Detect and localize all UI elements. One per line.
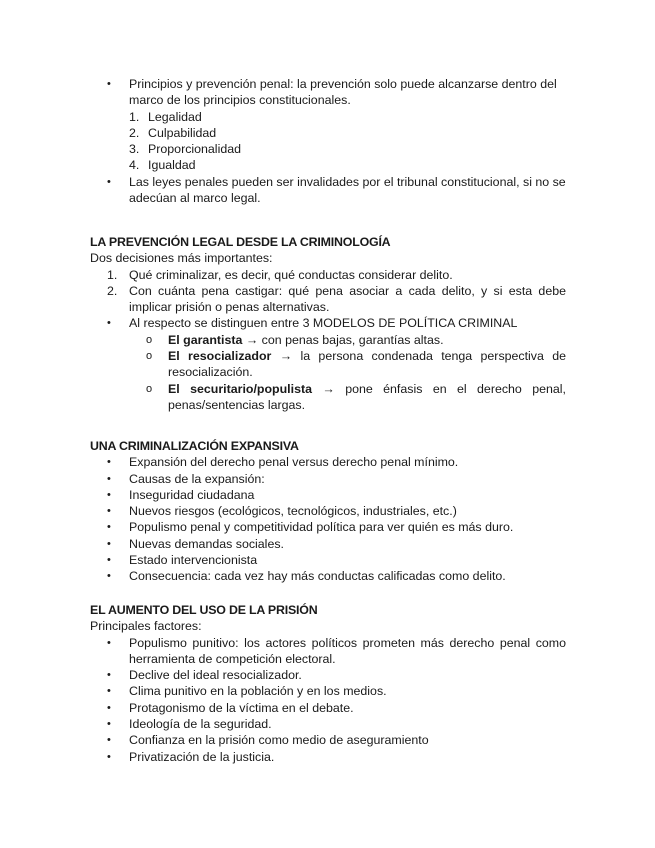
models-list <box>90 315 566 331</box>
sub-item <box>129 141 566 157</box>
list-item <box>90 536 566 552</box>
list-item-text: Ideología de la seguridad. <box>129 717 272 732</box>
list-item-text: Privatización de la justicia. <box>129 749 275 764</box>
model-name: El garantista <box>168 332 243 347</box>
model-desc: pone énfasis en el derecho penal, penas/sentencias largas. <box>168 381 566 412</box>
bullet-icon: • <box>107 701 111 714</box>
bullet-icon: • <box>107 488 111 501</box>
bullet-icon: • <box>107 636 111 649</box>
bullet-icon: • <box>107 734 111 747</box>
numbered-item <box>90 267 566 283</box>
bullet-icon: • <box>107 78 111 90</box>
list-item-text: Declive del ideal resocializador. <box>129 668 302 683</box>
list-item <box>90 716 566 732</box>
bullet-icon: • <box>107 554 111 567</box>
section-prison-use <box>90 602 566 765</box>
list-item <box>90 519 566 535</box>
section-intro: Principales factores: <box>90 619 202 634</box>
bullet-icon: • <box>107 317 111 330</box>
circle-bullet-icon: o <box>146 350 153 363</box>
section-principles <box>90 76 566 206</box>
arrow-right-icon: → <box>279 349 293 364</box>
list-item <box>90 568 566 584</box>
list-item <box>90 749 566 765</box>
bullet-icon: • <box>107 537 111 550</box>
list-item-text: Expansión del derecho penal versus derecho penal mínimo. <box>129 455 459 470</box>
list-item-text: Consecuencia: cada vez hay más conductas calificadas como delito. <box>129 569 506 584</box>
section-legal-prevention <box>90 234 566 413</box>
section-heading: EL AUMENTO DEL USO DE LA PRISIÓN <box>90 603 318 617</box>
sub-item-text: Culpabilidad <box>148 125 217 140</box>
arrow-right-icon: → <box>322 381 335 396</box>
factors-list <box>90 635 566 765</box>
list-item-text: Inseguridad ciudadana <box>129 487 255 502</box>
list-item-text: Populismo penal y competitividad política para ver quién es más duro. <box>129 520 514 535</box>
list-item <box>90 635 566 668</box>
section-heading: LA PREVENCIÓN LEGAL DESDE LA CRIMINOLOGÍA <box>90 235 391 249</box>
list-item-text: Populismo punitivo: los actores políticos prometen más derecho penal como herramienta de competición electoral. <box>129 635 566 666</box>
numbered-item <box>90 283 566 316</box>
item-number: 4. <box>129 158 140 173</box>
model-desc: la persona condenada tenga perspectiva de resocialización. <box>168 349 567 380</box>
numbered-item-text: Qué criminalizar, es decir, qué conductas considerar delito. <box>129 267 453 282</box>
item-number: 2. <box>107 283 118 298</box>
bullet-icon: • <box>107 521 111 534</box>
list-item <box>90 700 566 716</box>
model-name: El resocializador <box>168 349 272 364</box>
list-item <box>90 667 566 683</box>
list-item <box>90 315 566 331</box>
list-item <box>90 454 566 470</box>
sub-item <box>129 157 566 173</box>
section-heading: UNA CRIMINALIZACIÓN EXPANSIVA <box>90 439 299 453</box>
bullet-icon: • <box>107 750 111 763</box>
circle-bullet-icon: o <box>146 333 153 346</box>
list-item-text: Estado intervencionista <box>129 553 258 568</box>
sub-item <box>129 109 566 125</box>
list-item-text: Clima punitivo en la población y en los medios. <box>129 684 387 699</box>
bullet-icon: • <box>107 718 111 731</box>
list-item <box>90 487 566 503</box>
expansion-list <box>90 454 566 584</box>
list-item <box>90 503 566 519</box>
item-number: 3. <box>129 142 140 157</box>
item-number: 1. <box>129 109 140 124</box>
model-name: El securitario/populista <box>168 381 312 396</box>
models-sublist <box>90 332 566 413</box>
section-expansive-criminalization <box>90 438 566 585</box>
list-item <box>90 174 566 207</box>
bullet-icon: • <box>107 685 111 698</box>
list-item-text: Protagonismo de la víctima en el debate. <box>129 700 354 715</box>
model-item <box>90 348 566 381</box>
model-item <box>90 381 566 414</box>
arrow-right-icon: → <box>245 332 259 347</box>
principles-list <box>90 76 566 206</box>
circle-bullet-icon: o <box>146 382 153 395</box>
list-item-text: Principios y prevención penal: la prevención solo puede alcanzarse dentro del marco de los principios constitucionales. <box>129 77 557 108</box>
bullet-icon: • <box>107 456 111 469</box>
principles-sublist <box>129 109 566 174</box>
list-item <box>90 683 566 699</box>
sub-item <box>129 125 566 141</box>
list-item <box>90 732 566 748</box>
numbered-item-text: Con cuánta pena castigar: qué pena asociar a cada delito, y si esta debe implicar prisión o penas alternativas. <box>129 283 566 315</box>
model-item <box>90 332 566 348</box>
list-item-text: Nuevos riesgos (ecológicos, tecnológicos, industriales, etc.) <box>129 504 457 519</box>
bullet-icon: • <box>107 175 111 188</box>
sub-item-text: Igualdad <box>148 158 196 173</box>
list-item-text: Causas de la expansión: <box>129 471 265 486</box>
list-item <box>90 552 566 568</box>
bullet-icon: • <box>107 570 111 583</box>
bullet-icon: • <box>107 669 111 682</box>
list-item-text: Confianza en la prisión como medio de aseguramiento <box>129 733 429 748</box>
list-item <box>90 471 566 487</box>
item-number: 2. <box>129 125 140 140</box>
list-item <box>90 76 566 174</box>
decisions-list <box>90 267 566 316</box>
bullet-icon: • <box>107 505 111 518</box>
list-item-text: Al respecto se distinguen entre 3 MODELOS DE POLÍTICA CRIMINAL <box>129 316 518 331</box>
list-item-text: Las leyes penales pueden ser invalidades por el tribunal constitucional, si no se adecúan al marco legal. <box>129 174 566 206</box>
section-intro: Dos decisiones más importantes: <box>90 251 273 266</box>
model-desc: con penas bajas, garantías altas. <box>261 332 444 347</box>
list-item-text: Nuevas demandas sociales. <box>129 536 284 551</box>
sub-item-text: Legalidad <box>148 109 202 124</box>
item-number: 1. <box>107 267 118 282</box>
sub-item-text: Proporcionalidad <box>148 142 241 157</box>
bullet-icon: • <box>107 472 111 485</box>
